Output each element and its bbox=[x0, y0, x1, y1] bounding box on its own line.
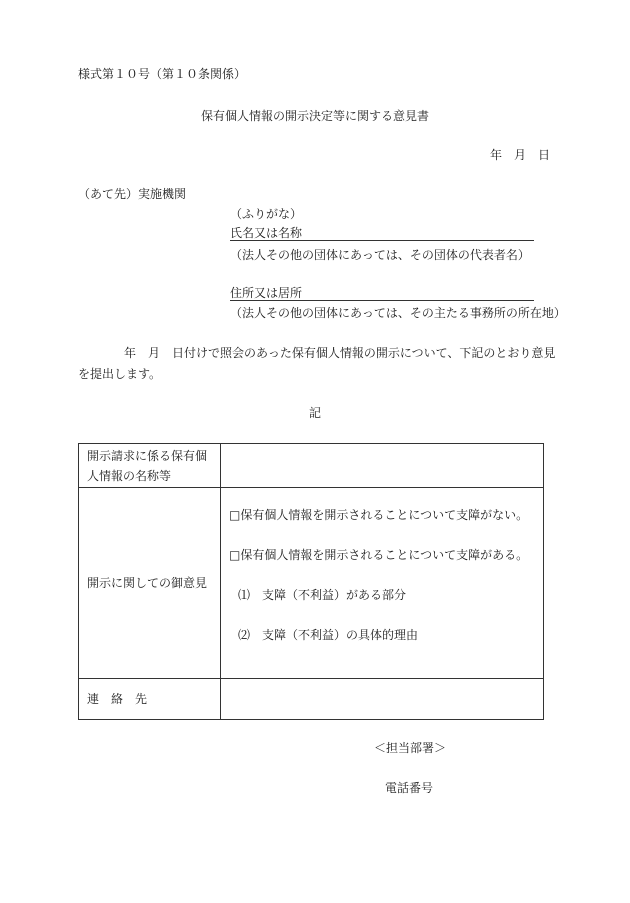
address-note: （法人その他の団体にあっては、その主たる事務所の所在地） bbox=[230, 306, 566, 320]
info-name-label bbox=[79, 444, 221, 488]
table-row bbox=[79, 444, 544, 488]
address-label: 住所又は居所 bbox=[230, 286, 303, 300]
name-label: 氏名又は名称 bbox=[230, 226, 303, 240]
info-name-label-line-2: 人情報の名称等 bbox=[87, 468, 172, 483]
form-number: 様式第１０号（第１０条関係） bbox=[78, 67, 247, 81]
body-text-line-2: を提出します。 bbox=[78, 367, 162, 381]
contact-cell[interactable] bbox=[221, 679, 544, 720]
date-line: 年 月 日 bbox=[490, 148, 551, 162]
department-label: ＜担当部署＞ bbox=[374, 741, 447, 755]
address-field[interactable] bbox=[230, 287, 534, 301]
option-objection[interactable]: □保有個人情報を開示されることについて支障がある。 bbox=[229, 548, 529, 562]
option-no-objection[interactable]: □保有個人情報を開示されることについて支障がない。 bbox=[229, 508, 529, 522]
sub-item-1: ⑴ 支障（不利益）がある部分 bbox=[238, 588, 407, 602]
body-text-line-1: 年 月 日付けで照会のあった保有個人情報の開示について、下記のとおり意見 bbox=[124, 346, 556, 360]
page-title: 保有個人情報の開示決定等に関する意見書 bbox=[200, 109, 429, 123]
opinion-table bbox=[78, 443, 544, 720]
table-row bbox=[79, 679, 544, 720]
furigana-label: （ふりがな） bbox=[230, 207, 303, 221]
ki-heading: 記 bbox=[308, 406, 321, 420]
name-field[interactable] bbox=[230, 227, 534, 241]
contact-label: 連 絡 先 bbox=[79, 679, 221, 720]
sub-item-2: ⑵ 支障（不利益）の具体的理由 bbox=[238, 628, 419, 642]
opinion-label: 開示に関しての御意見 bbox=[79, 488, 221, 679]
table-row bbox=[79, 488, 544, 679]
phone-label: 電話番号 bbox=[385, 781, 434, 795]
info-name-label-line-1: 開示請求に係る保有個 bbox=[87, 448, 208, 463]
name-note: （法人その他の団体にあっては、その団体の代表者名） bbox=[230, 248, 530, 262]
addressee: （あて先）実施機関 bbox=[78, 187, 187, 201]
info-name-cell[interactable] bbox=[221, 444, 544, 488]
opinion-cell[interactable] bbox=[221, 488, 544, 679]
